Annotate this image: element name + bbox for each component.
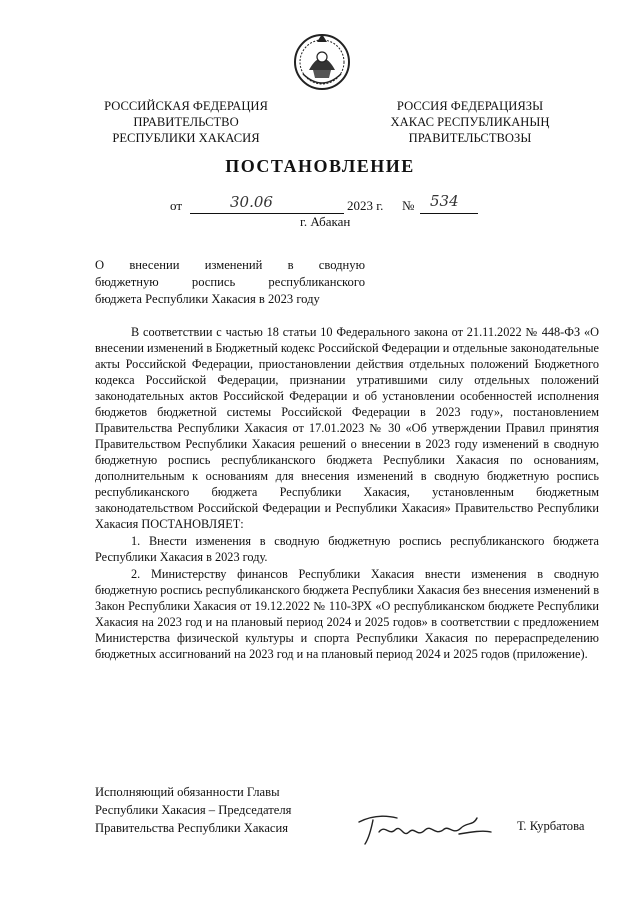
position-line-2: Республики Хакасия – Председателя bbox=[95, 803, 292, 817]
subject-line-2: бюджетную роспись республиканского bbox=[95, 275, 365, 289]
document-body bbox=[95, 324, 599, 662]
paragraph-item-1: 1. Внести изменения в сводную бюджетную роспись республиканского бюджета Республики Хакасия в 2023 году. bbox=[95, 534, 599, 564]
date-number-line bbox=[170, 192, 490, 214]
date-underline-tail bbox=[310, 199, 344, 214]
handwritten-date: 30.06 bbox=[230, 193, 273, 211]
signature-position-block bbox=[95, 783, 291, 837]
header-left-line-1: РОССИЙСКАЯ ФЕДЕРАЦИЯ bbox=[104, 99, 268, 113]
header-right-block bbox=[380, 98, 560, 146]
date-from-label: от bbox=[170, 198, 183, 213]
header-left-line-2: ПРАВИТЕЛЬСТВО bbox=[133, 115, 239, 129]
header-left-block bbox=[86, 98, 286, 146]
header-right-line-2: ХАКАС РЕСПУБЛИКАНЫҢ bbox=[390, 115, 550, 129]
year-label: 2023 г. bbox=[347, 198, 384, 213]
handwritten-number: 534 bbox=[430, 192, 459, 210]
city-label: г. Абакан bbox=[300, 214, 351, 229]
header-right-line-3: ПРАВИТЕЛЬСТВОЗЫ bbox=[408, 131, 532, 145]
subject-line-1: О внесении изменений в сводную bbox=[95, 258, 365, 272]
subject-block bbox=[95, 257, 365, 308]
paragraph-preamble: В соответствии с частью 18 статьи 10 Федерального закона от 21.11.2022 № 448-ФЗ «О внесении изменений в Бюджетный кодекс Российской Федерации и отдельные законодательные акты Российской Федерации, приостановлении действия отдельных положений Бюджетного кодекса Российской Федерации, признании утратившими силу отдельных положений законодательных актов Российской Федерации и об установлении особенностей исполнения бюджетов бюджетной системы Российской Федерации в 2023 году», постановлением Правительства Республики Хакасия от 17.01.2023 № 30 «Об утверждении Правил принятия Правительством Республики Хакасия решений о внесении в 2023 году изменений в сводную бюджетную роспись республиканского бюджета Республики Хакасия по основаниям, дополнительным к основаниям для внесения изменений в сводную бюджетную роспись республиканского бюджета Республики Хакасия, установленным бюджетным законодательством Российской Федерации и Республики Хакасия» Правительство Республики Хакасия ПОСТАНОВЛЯЕТ: bbox=[95, 325, 599, 531]
coat-of-arms-icon bbox=[291, 30, 353, 92]
header-left-line-3: РЕСПУБЛИКИ ХАКАСИЯ bbox=[112, 131, 260, 145]
paragraph-item-2: 2. Министерству финансов Республики Хакасия внести изменения в сводную бюджетную роспись республиканского бюджета Республики Хакасия без внесения изменений в Закон Республики Хакасия от 19.12.2022 № 110-ЗРХ «О республиканском бюджете Республики Хакасия на 2023 год и на плановый период 2024 и 2025 годов» в соответствии с предложением Министерства физической культуры и спорта Республики Хакасия по перераспределению бюджетных ассигнований на 2023 год и на плановый период 2024 и 2025 годов (приложение). bbox=[95, 567, 599, 661]
position-line-3: Правительства Республики Хакасия bbox=[95, 821, 289, 835]
position-line-1: Исполняющий обязанности Главы bbox=[95, 785, 280, 799]
number-label: № bbox=[402, 198, 415, 213]
document-title: ПОСТАНОВЛЕНИЕ bbox=[225, 156, 415, 176]
signer-name: Т. Курбатова bbox=[517, 819, 585, 833]
handwritten-signature-icon bbox=[355, 808, 495, 850]
subject-line-3: бюджета Республики Хакасия в 2023 году bbox=[95, 292, 320, 306]
header-right-line-1: РОССИЯ ФЕДЕРАЦИЯЗЫ bbox=[396, 99, 544, 113]
